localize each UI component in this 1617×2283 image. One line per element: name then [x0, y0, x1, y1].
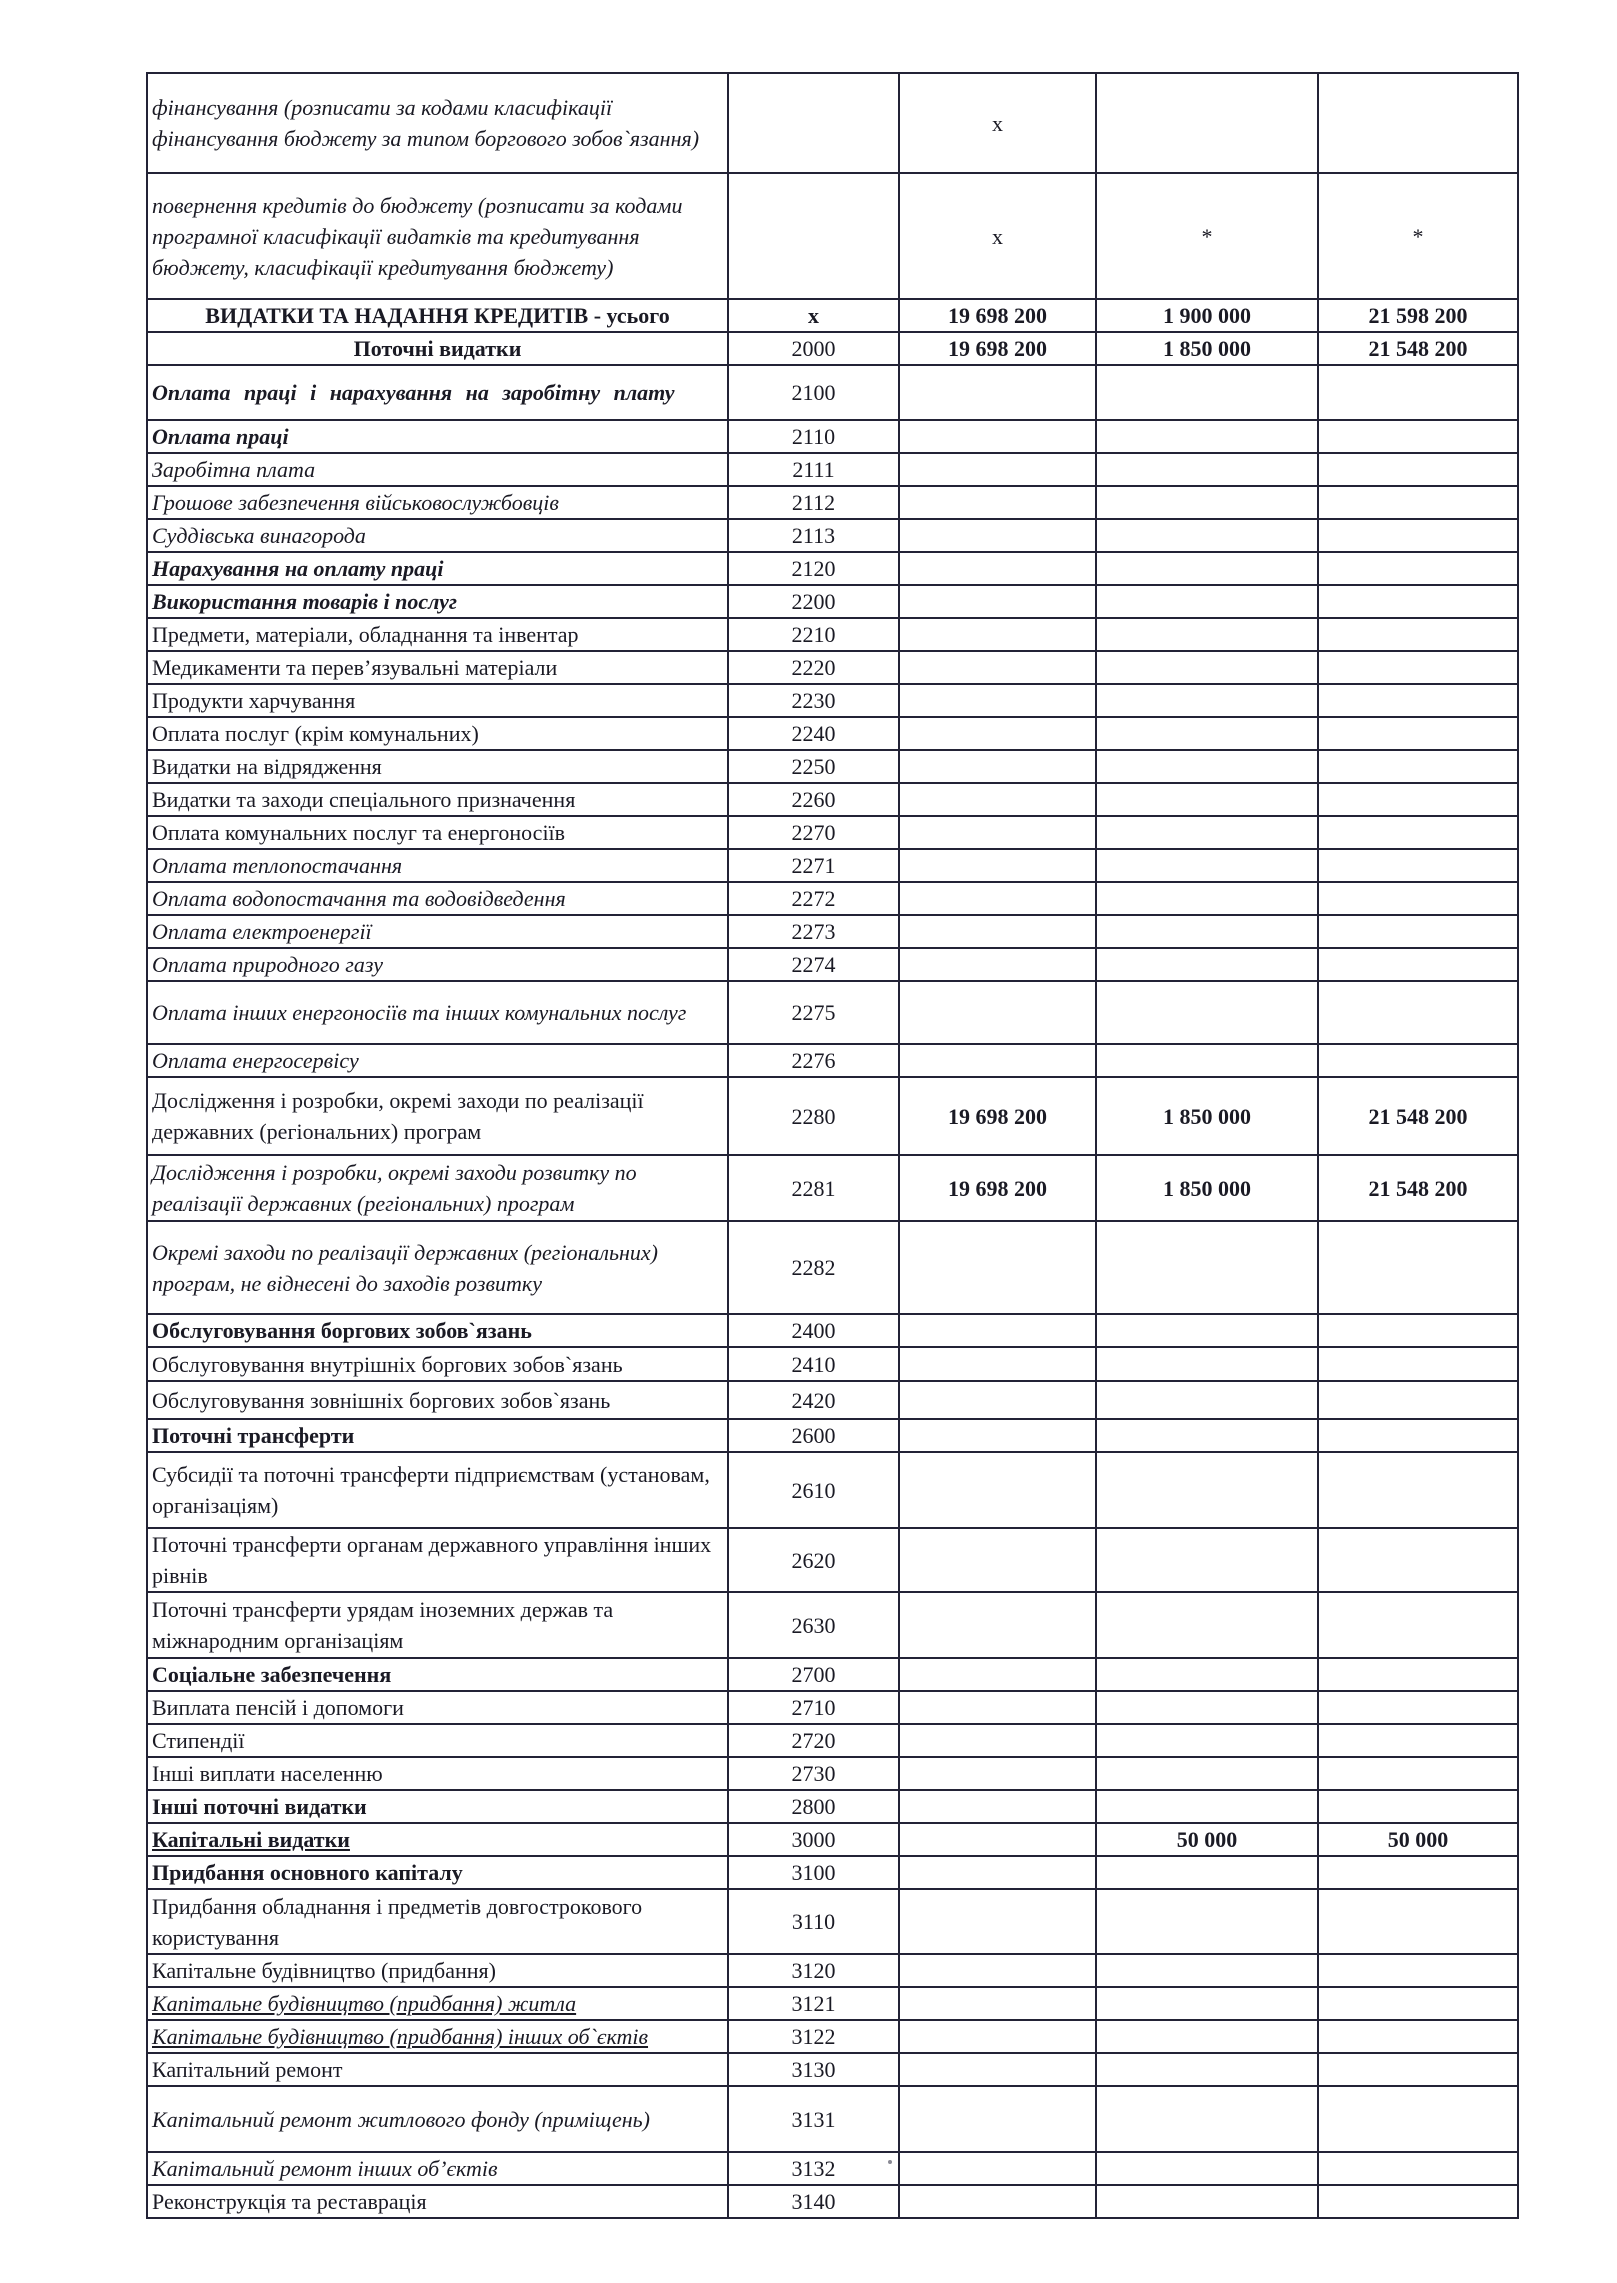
- row-label: Оплата теплопостачання: [147, 849, 728, 882]
- row-label: Соціальне забезпечення: [147, 1658, 728, 1691]
- table-row: [147, 365, 1518, 420]
- row-label: Субсидії та поточні трансферти підприємствам (установам, організаціям): [147, 1452, 728, 1528]
- table-row: [147, 2086, 1518, 2152]
- value-general-fund: [899, 1790, 1096, 1823]
- row-label: Заробітна плата: [147, 453, 728, 486]
- row-code: 2100: [728, 365, 899, 420]
- value-special-fund: *: [1096, 173, 1318, 299]
- row-code: 2112: [728, 486, 899, 519]
- row-label: Обслуговування зовнішніх боргових зобов`язань: [147, 1381, 728, 1419]
- value-special-fund: [1096, 816, 1318, 849]
- value-special-fund: [1096, 2053, 1318, 2086]
- row-code: 2250: [728, 750, 899, 783]
- value-general-fund: [899, 1987, 1096, 2020]
- value-special-fund: [1096, 1724, 1318, 1757]
- value-general-fund: [899, 486, 1096, 519]
- value-special-fund: [1096, 1528, 1318, 1592]
- row-code: 2273: [728, 915, 899, 948]
- row-code: 2272: [728, 882, 899, 915]
- value-special-fund: [1096, 1691, 1318, 1724]
- value-general-fund: [899, 519, 1096, 552]
- row-label: Інші виплати населенню: [147, 1757, 728, 1790]
- row-label: Придбання основного капіталу: [147, 1856, 728, 1889]
- value-total: [1318, 73, 1518, 173]
- row-label: Видатки та заходи спеціального призначення: [147, 783, 728, 816]
- row-label: Капітальне будівництво (придбання) житла: [147, 1987, 728, 2020]
- table-row: [147, 332, 1518, 365]
- value-general-fund: x: [899, 73, 1096, 173]
- row-label: Дослідження і розробки, окремі заходи розвитку по реалізації державних (регіональних) програм: [147, 1155, 728, 1221]
- value-special-fund: [1096, 1592, 1318, 1658]
- value-general-fund: [899, 1592, 1096, 1658]
- value-total: [1318, 2020, 1518, 2053]
- value-general-fund: [899, 684, 1096, 717]
- value-special-fund: [1096, 1452, 1318, 1528]
- value-total: [1318, 1724, 1518, 1757]
- value-special-fund: [1096, 1221, 1318, 1314]
- row-label: Обслуговування внутрішніх боргових зобов`язань: [147, 1347, 728, 1381]
- row-label: Оплата природного газу: [147, 948, 728, 981]
- row-code: x: [728, 299, 899, 332]
- value-special-fund: [1096, 1044, 1318, 1077]
- value-general-fund: [899, 1044, 1096, 1077]
- value-special-fund: [1096, 981, 1318, 1044]
- row-code: 2280: [728, 1077, 899, 1155]
- value-general-fund: [899, 1347, 1096, 1381]
- row-label: Суддівська винагорода: [147, 519, 728, 552]
- value-total: [1318, 1856, 1518, 1889]
- value-general-fund: [899, 1658, 1096, 1691]
- value-total: [1318, 783, 1518, 816]
- value-total: [1318, 365, 1518, 420]
- value-special-fund: [1096, 2020, 1318, 2053]
- value-general-fund: [899, 1724, 1096, 1757]
- value-total: [1318, 618, 1518, 651]
- table-row: [147, 299, 1518, 332]
- value-special-fund: [1096, 1658, 1318, 1691]
- row-label: Видатки на відрядження: [147, 750, 728, 783]
- row-label: ВИДАТКИ ТА НАДАННЯ КРЕДИТІВ - усього: [147, 299, 728, 332]
- value-total: [1318, 1592, 1518, 1658]
- table-row: [147, 1856, 1518, 1889]
- value-special-fund: [1096, 585, 1318, 618]
- value-total: [1318, 519, 1518, 552]
- value-total: 21 598 200: [1318, 299, 1518, 332]
- table-row: [147, 750, 1518, 783]
- value-general-fund: 19 698 200: [899, 1077, 1096, 1155]
- value-total: [1318, 915, 1518, 948]
- row-code: 3130: [728, 2053, 899, 2086]
- row-label: Придбання обладнання і предметів довгострокового користування: [147, 1889, 728, 1954]
- row-code: 2700: [728, 1658, 899, 1691]
- value-general-fund: [899, 1314, 1096, 1347]
- table-row: [147, 849, 1518, 882]
- value-special-fund: [1096, 783, 1318, 816]
- row-code: 2270: [728, 816, 899, 849]
- value-general-fund: [899, 453, 1096, 486]
- row-code: 2720: [728, 1724, 899, 1757]
- value-special-fund: [1096, 651, 1318, 684]
- row-code: 2271: [728, 849, 899, 882]
- value-total: [1318, 2053, 1518, 2086]
- row-code: 2111: [728, 453, 899, 486]
- value-total: [1318, 750, 1518, 783]
- table-row: [147, 2053, 1518, 2086]
- value-general-fund: [899, 552, 1096, 585]
- value-general-fund: [899, 2053, 1096, 2086]
- value-special-fund: [1096, 2086, 1318, 2152]
- table-row: [147, 1347, 1518, 1381]
- value-total: [1318, 1889, 1518, 1954]
- row-code: 2420: [728, 1381, 899, 1419]
- value-general-fund: [899, 651, 1096, 684]
- row-label: Поточні трансферти органам державного управління інших рівнів: [147, 1528, 728, 1592]
- value-special-fund: [1096, 73, 1318, 173]
- row-label: Капітальний ремонт: [147, 2053, 728, 2086]
- value-special-fund: 50 000: [1096, 1823, 1318, 1856]
- value-special-fund: 1 900 000: [1096, 299, 1318, 332]
- row-label: Оплата водопостачання та водовідведення: [147, 882, 728, 915]
- row-label: Поточні видатки: [147, 332, 728, 365]
- value-total: [1318, 486, 1518, 519]
- value-total: [1318, 849, 1518, 882]
- value-special-fund: [1096, 2185, 1318, 2218]
- value-total: [1318, 1452, 1518, 1528]
- row-label: Реконструкція та реставрація: [147, 2185, 728, 2218]
- value-general-fund: [899, 1221, 1096, 1314]
- table-row: [147, 1954, 1518, 1987]
- row-code: 2600: [728, 1419, 899, 1452]
- row-label: Стипендії: [147, 1724, 728, 1757]
- row-label: Грошове забезпечення військовослужбовців: [147, 486, 728, 519]
- table-row: [147, 486, 1518, 519]
- table-row: [147, 519, 1518, 552]
- value-general-fund: x: [899, 173, 1096, 299]
- value-total: [1318, 816, 1518, 849]
- value-general-fund: [899, 1419, 1096, 1452]
- value-special-fund: [1096, 365, 1318, 420]
- table-row: [147, 173, 1518, 299]
- row-code: 3122: [728, 2020, 899, 2053]
- value-special-fund: [1096, 684, 1318, 717]
- value-general-fund: [899, 1889, 1096, 1954]
- value-general-fund: [899, 717, 1096, 750]
- table-row: [147, 73, 1518, 173]
- row-code: 2220: [728, 651, 899, 684]
- value-general-fund: [899, 2020, 1096, 2053]
- value-total: [1318, 552, 1518, 585]
- row-label: Оплата комунальних послуг та енергоносіїв: [147, 816, 728, 849]
- value-special-fund: [1096, 1757, 1318, 1790]
- row-code: 3132: [728, 2152, 899, 2185]
- table-row: [147, 420, 1518, 453]
- value-total: [1318, 1691, 1518, 1724]
- value-special-fund: [1096, 948, 1318, 981]
- value-special-fund: [1096, 1889, 1318, 1954]
- table-row: [147, 552, 1518, 585]
- row-label: Поточні трансферти урядам іноземних держав та міжнародним організаціям: [147, 1592, 728, 1658]
- value-total: [1318, 453, 1518, 486]
- row-label: Виплата пенсій і допомоги: [147, 1691, 728, 1724]
- value-general-fund: [899, 948, 1096, 981]
- row-code: 2230: [728, 684, 899, 717]
- row-label: Капітальний ремонт інших об’єктів: [147, 2152, 728, 2185]
- table-row: [147, 1658, 1518, 1691]
- value-general-fund: [899, 783, 1096, 816]
- table-row: [147, 1823, 1518, 1856]
- row-code: 2275: [728, 981, 899, 1044]
- value-general-fund: [899, 816, 1096, 849]
- value-special-fund: 1 850 000: [1096, 1077, 1318, 1155]
- row-code: 2260: [728, 783, 899, 816]
- value-total: [1318, 585, 1518, 618]
- value-general-fund: [899, 1691, 1096, 1724]
- row-code: 2274: [728, 948, 899, 981]
- row-code: 2113: [728, 519, 899, 552]
- row-label: Поточні трансферти: [147, 1419, 728, 1452]
- row-code: 3100: [728, 1856, 899, 1889]
- value-general-fund: 19 698 200: [899, 299, 1096, 332]
- row-label: Капітальне будівництво (придбання): [147, 1954, 728, 1987]
- table-row: [147, 1691, 1518, 1724]
- value-special-fund: [1096, 1987, 1318, 2020]
- row-code: 3131: [728, 2086, 899, 2152]
- table-row: [147, 1044, 1518, 1077]
- row-label: Окремі заходи по реалізації державних (регіональних) програм, не віднесені до заходів розвитку: [147, 1221, 728, 1314]
- value-special-fund: [1096, 750, 1318, 783]
- value-total: *: [1318, 173, 1518, 299]
- value-total: [1318, 1314, 1518, 1347]
- row-label: Продукти харчування: [147, 684, 728, 717]
- value-special-fund: [1096, 1347, 1318, 1381]
- value-total: 21 548 200: [1318, 332, 1518, 365]
- value-general-fund: [899, 420, 1096, 453]
- row-code: 2240: [728, 717, 899, 750]
- table-row: [147, 882, 1518, 915]
- table-row: [147, 1757, 1518, 1790]
- value-special-fund: [1096, 849, 1318, 882]
- value-special-fund: 1 850 000: [1096, 1155, 1318, 1221]
- table-row: [147, 783, 1518, 816]
- value-total: [1318, 1044, 1518, 1077]
- value-special-fund: [1096, 1790, 1318, 1823]
- value-total: [1318, 1528, 1518, 1592]
- table-row: [147, 2020, 1518, 2053]
- row-label: повернення кредитів до бюджету (розписати за кодами програмної класифікації видатків та кредитування бюджету, класифікації кредитування бюджету): [147, 173, 728, 299]
- value-general-fund: 19 698 200: [899, 332, 1096, 365]
- value-general-fund: [899, 2185, 1096, 2218]
- value-general-fund: [899, 1954, 1096, 1987]
- value-general-fund: 19 698 200: [899, 1155, 1096, 1221]
- value-special-fund: 1 850 000: [1096, 332, 1318, 365]
- table-row: [147, 816, 1518, 849]
- row-label: Оплата інших енергоносіїв та інших комунальних послуг: [147, 981, 728, 1044]
- row-code: 2400: [728, 1314, 899, 1347]
- value-special-fund: [1096, 618, 1318, 651]
- value-general-fund: [899, 365, 1096, 420]
- value-special-fund: [1096, 1419, 1318, 1452]
- value-total: [1318, 717, 1518, 750]
- row-code: 2000: [728, 332, 899, 365]
- value-total: [1318, 1221, 1518, 1314]
- table-row: [147, 1314, 1518, 1347]
- row-label: Інші поточні видатки: [147, 1790, 728, 1823]
- table-row: [147, 1452, 1518, 1528]
- row-label: Капітальні видатки: [147, 1823, 728, 1856]
- value-total: [1318, 2185, 1518, 2218]
- value-total: [1318, 1987, 1518, 2020]
- value-general-fund: [899, 750, 1096, 783]
- value-total: 21 548 200: [1318, 1077, 1518, 1155]
- row-code: 2610: [728, 1452, 899, 1528]
- value-general-fund: [899, 1856, 1096, 1889]
- value-special-fund: [1096, 717, 1318, 750]
- value-total: [1318, 1790, 1518, 1823]
- row-label: Нарахування на оплату праці: [147, 552, 728, 585]
- table-row: [147, 1528, 1518, 1592]
- value-special-fund: [1096, 1856, 1318, 1889]
- table-row: [147, 1790, 1518, 1823]
- value-general-fund: [899, 1757, 1096, 1790]
- value-general-fund: [899, 1823, 1096, 1856]
- row-code: 2710: [728, 1691, 899, 1724]
- table-row: [147, 981, 1518, 1044]
- table-row: [147, 651, 1518, 684]
- value-special-fund: [1096, 882, 1318, 915]
- row-label: Оплата електроенергії: [147, 915, 728, 948]
- value-general-fund: [899, 1452, 1096, 1528]
- row-label: Дослідження і розробки, окремі заходи по реалізації державних (регіональних) програм: [147, 1077, 728, 1155]
- value-total: [1318, 1347, 1518, 1381]
- table-row: [147, 1077, 1518, 1155]
- value-total: [1318, 948, 1518, 981]
- row-label: Капітальне будівництво (придбання) інших об`єктів: [147, 2020, 728, 2053]
- value-general-fund: [899, 1528, 1096, 1592]
- table-row: [147, 2185, 1518, 2218]
- row-label: Оплата енергосервісу: [147, 1044, 728, 1077]
- value-total: [1318, 1419, 1518, 1452]
- table-row: [147, 1221, 1518, 1314]
- table-row: [147, 1592, 1518, 1658]
- value-total: [1318, 420, 1518, 453]
- value-total: [1318, 651, 1518, 684]
- table-row: [147, 684, 1518, 717]
- value-special-fund: [1096, 552, 1318, 585]
- value-general-fund: [899, 1381, 1096, 1419]
- row-code: 2620: [728, 1528, 899, 1592]
- value-special-fund: [1096, 1381, 1318, 1419]
- value-special-fund: [1096, 2152, 1318, 2185]
- row-label: Оплата праці: [147, 420, 728, 453]
- value-special-fund: [1096, 519, 1318, 552]
- table-row: [147, 1987, 1518, 2020]
- value-total: 21 548 200: [1318, 1155, 1518, 1221]
- row-code: [728, 73, 899, 173]
- value-general-fund: [899, 2086, 1096, 2152]
- row-code: 3120: [728, 1954, 899, 1987]
- value-special-fund: [1096, 1314, 1318, 1347]
- value-total: [1318, 2086, 1518, 2152]
- value-general-fund: [899, 915, 1096, 948]
- row-label: Оплата послуг (крім комунальних): [147, 717, 728, 750]
- value-total: [1318, 1757, 1518, 1790]
- row-code: 3121: [728, 1987, 899, 2020]
- table-row: [147, 618, 1518, 651]
- row-code: 2110: [728, 420, 899, 453]
- row-code: 2800: [728, 1790, 899, 1823]
- table-row: [147, 1155, 1518, 1221]
- row-code: 3110: [728, 1889, 899, 1954]
- row-label: фінансування (розписати за кодами класифікації фінансування бюджету за типом боргового зобов`язання): [147, 73, 728, 173]
- row-code: 2120: [728, 552, 899, 585]
- value-total: [1318, 1954, 1518, 1987]
- value-total: [1318, 1658, 1518, 1691]
- row-code: 2276: [728, 1044, 899, 1077]
- row-code: 2730: [728, 1757, 899, 1790]
- table-row: [147, 1889, 1518, 1954]
- row-code: 3000: [728, 1823, 899, 1856]
- table-row: [147, 1419, 1518, 1452]
- value-total: [1318, 882, 1518, 915]
- table-row: [147, 915, 1518, 948]
- table-row: [147, 717, 1518, 750]
- row-label: Обслуговування боргових зобов`язань: [147, 1314, 728, 1347]
- value-general-fund: [899, 849, 1096, 882]
- value-special-fund: [1096, 420, 1318, 453]
- table-row: [147, 948, 1518, 981]
- row-code: 2630: [728, 1592, 899, 1658]
- row-code: 2281: [728, 1155, 899, 1221]
- value-total: [1318, 2152, 1518, 2185]
- value-special-fund: [1096, 915, 1318, 948]
- value-general-fund: [899, 2152, 1096, 2185]
- row-code: [728, 173, 899, 299]
- budget-expenditure-table: [146, 72, 1519, 2219]
- value-general-fund: [899, 882, 1096, 915]
- table-row: [147, 1724, 1518, 1757]
- value-general-fund: [899, 585, 1096, 618]
- table-row: [147, 585, 1518, 618]
- row-code: 2282: [728, 1221, 899, 1314]
- value-total: [1318, 684, 1518, 717]
- value-total: [1318, 1381, 1518, 1419]
- value-total: [1318, 981, 1518, 1044]
- value-special-fund: [1096, 486, 1318, 519]
- row-label: Медикаменти та перев’язувальні матеріали: [147, 651, 728, 684]
- row-label: Оплата праці і нарахування на заробітну плату: [147, 365, 728, 420]
- row-code: 3140: [728, 2185, 899, 2218]
- table-row: [147, 453, 1518, 486]
- scan-speck: [888, 2160, 892, 2164]
- value-total: 50 000: [1318, 1823, 1518, 1856]
- table-row: [147, 2152, 1518, 2185]
- value-special-fund: [1096, 453, 1318, 486]
- row-code: 2410: [728, 1347, 899, 1381]
- row-code: 2210: [728, 618, 899, 651]
- value-general-fund: [899, 618, 1096, 651]
- row-label: Предмети, матеріали, обладнання та інвентар: [147, 618, 728, 651]
- table-row: [147, 1381, 1518, 1419]
- row-code: 2200: [728, 585, 899, 618]
- value-special-fund: [1096, 1954, 1318, 1987]
- value-general-fund: [899, 981, 1096, 1044]
- row-label: Капітальний ремонт житлового фонду (приміщень): [147, 2086, 728, 2152]
- row-label: Використання товарів і послуг: [147, 585, 728, 618]
